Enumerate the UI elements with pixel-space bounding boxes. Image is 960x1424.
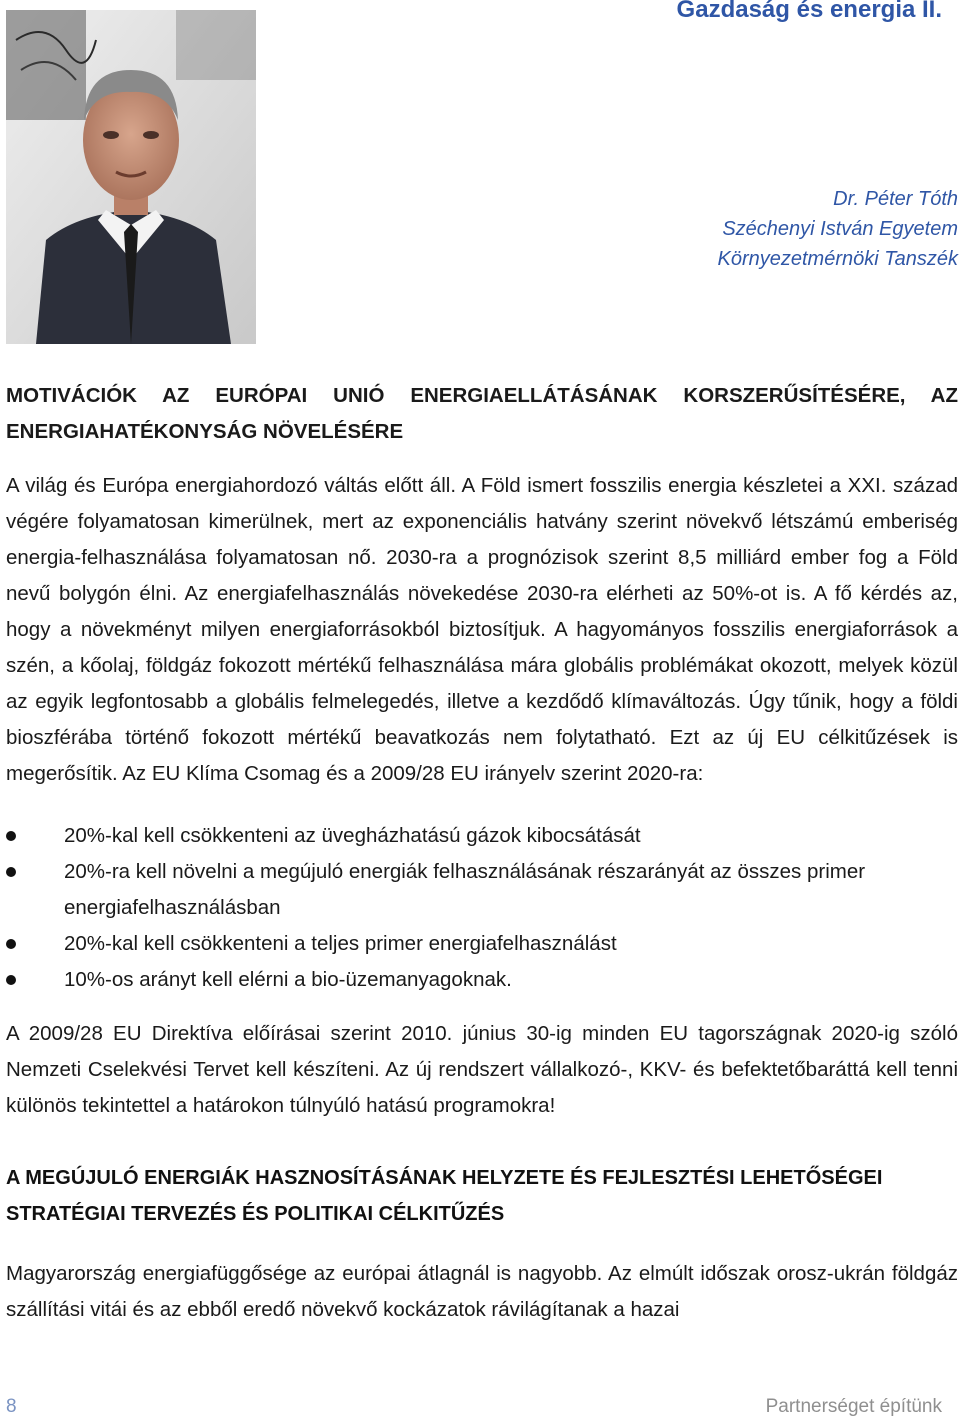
bullet-icon <box>6 867 16 877</box>
portrait-image <box>6 10 256 344</box>
list-item-text: 20%-ra kell növelni a megújuló energiák felhasználásának részarányát az összes primer energiafelhasználásban <box>64 860 866 919</box>
author-portrait <box>6 10 256 344</box>
bullet-icon <box>6 975 16 985</box>
heading-renewables: A MEGÚJULÓ ENERGIÁK HASZNOSÍTÁSÁNAK HELYZETE ÉS FEJLESZTÉSI LEHETŐSÉGEI STRATÉGIAI TERVEZÉS ÉS POLITIKAI CÉLKITŰZÉS <box>6 1167 883 1225</box>
section-title: Gazdaság és energia II. <box>676 0 942 23</box>
footer-tagline: Partnerséget építünk <box>765 1396 942 1417</box>
list-item <box>6 854 958 926</box>
article-body <box>6 378 958 1328</box>
author-institution: Széchenyi István Egyetem <box>722 218 958 240</box>
author-name: Dr. Péter Tóth <box>833 188 958 210</box>
bullet-icon <box>6 939 16 949</box>
list-item <box>6 818 958 854</box>
list-item <box>6 962 958 998</box>
paragraph-intro: A világ és Európa energiahordozó váltás előtt áll. A Föld ismert fosszilis energia készletei a XXI. század végére folyamatosan kimerülnek, mert az exponenciális hatvány szerint növekvő létszámú emberiség energia-felhasználása folyamatosan nő. 2030-ra a prognózisok szerint 8,5 milliárd ember fog a Föld nevű bolygón élni. Az energiafelhasználás növekedése 2030-ra elérheti az 50%-ot is. A fő kérdés az, hogy a növekményt milyen energiaforrásokból biztosítjuk. A hagyományos fosszilis energiaforrások a szén, a kőolaj, földgáz fokozott mértékű felhasználása mára globális problémákat okozott, melyek közül az egyik legfontosabb a globális felmelegedés, illetve a kezdődő klímaváltozás. Úgy tűnik, hogy a földi bioszférába történő fokozott mértékű beavatkozás nem folytatható. Ezt az új EU célkitűzések is megerősítik. Az EU Klíma Csomag és a 2009/28 EU irányelv szerint 2020-ra: <box>6 474 958 785</box>
list-item-text: 20%-kal kell csökkenteni az üvegházhatású gázok kibocsátását <box>64 824 641 847</box>
bullet-icon <box>6 831 16 841</box>
list-item <box>6 926 958 962</box>
list-item-text: 20%-kal kell csökkenteni a teljes primer energiafelhasználást <box>64 932 617 955</box>
author-department: Környezetmérnöki Tanszék <box>717 248 958 270</box>
paragraph-directive: A 2009/28 EU Direktíva előírásai szerint 2010. június 30-ig minden EU tagországnak 2020-ig szóló Nemzeti Cselekvési Tervet kell készíteni. Az új rendszert vállalkozó-, KKV- és befektetőbaráttá kell tenni különös tekintettel a határokon túlnyúló hatású programokra! <box>6 1022 958 1117</box>
goals-list <box>6 818 958 998</box>
paragraph-hungary: Magyarország energiafüggősége az európai átlagnál is nagyobb. Az elmúlt időszak orosz-ukrán földgáz szállítási vitái és az ebből eredő növekvő kockázatok rávilágítanak a hazai <box>6 1262 958 1321</box>
author-block <box>718 184 959 274</box>
list-item-text: 10%-os arányt kell elérni a bio-üzemanyagoknak. <box>64 968 512 991</box>
page-number: 8 <box>6 1396 17 1417</box>
heading-motivations: MOTIVÁCIÓK AZ EURÓPAI UNIÓ ENERGIAELLÁTÁSÁNAK KORSZERŰSÍTÉSÉRE, AZ ENERGIAHATÉKONYSÁG NÖVELÉSÉRE <box>6 384 958 443</box>
